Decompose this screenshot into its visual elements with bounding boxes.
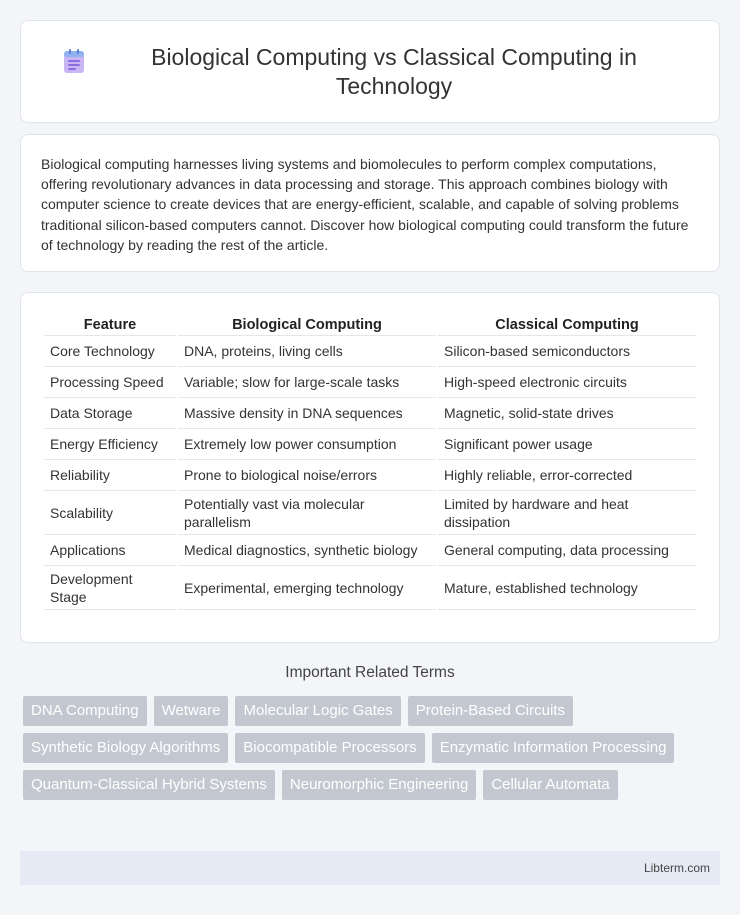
page-title: Biological Computing vs Classical Computing in Technology xyxy=(151,43,637,99)
document-icon xyxy=(61,49,87,75)
column-header-biological: Biological Computing xyxy=(178,313,436,336)
table-row xyxy=(44,336,696,367)
table-cell: Core Technology xyxy=(44,336,176,367)
table-cell: Processing Speed xyxy=(44,367,176,398)
comparison-table xyxy=(42,313,698,610)
table-cell: Potentially vast via molecular parallelism xyxy=(178,491,436,535)
table-cell: Applications xyxy=(44,535,176,566)
term-tag[interactable]: Molecular Logic Gates xyxy=(235,696,400,726)
table-cell: Magnetic, solid-state drives xyxy=(438,398,696,429)
table-cell: Significant power usage xyxy=(438,429,696,460)
table-cell: Highly reliable, error-corrected xyxy=(438,460,696,491)
footer xyxy=(20,851,720,885)
term-tag[interactable]: Synthetic Biology Algorithms xyxy=(23,733,228,763)
table-cell: Silicon-based semiconductors xyxy=(438,336,696,367)
table-cell: Mature, established technology xyxy=(438,566,696,610)
term-tag[interactable]: Cellular Automata xyxy=(483,770,617,800)
term-tag[interactable]: Wetware xyxy=(154,696,229,726)
table-cell: General computing, data processing xyxy=(438,535,696,566)
term-tag[interactable]: Biocompatible Processors xyxy=(235,733,424,763)
table-cell: DNA, proteins, living cells xyxy=(178,336,436,367)
term-tag[interactable]: Enzymatic Information Processing xyxy=(432,733,675,763)
term-tag[interactable]: Protein-Based Circuits xyxy=(408,696,573,726)
table-header-row xyxy=(44,313,696,336)
comparison-card xyxy=(20,292,720,643)
table-cell: Scalability xyxy=(44,491,176,535)
table-cell: Reliability xyxy=(44,460,176,491)
related-terms-title: Important Related Terms xyxy=(285,664,455,681)
table-row xyxy=(44,491,696,535)
intro-card xyxy=(20,134,720,272)
table-cell: Medical diagnostics, synthetic biology xyxy=(178,535,436,566)
table-cell: Extremely low power consumption xyxy=(178,429,436,460)
table-cell: Prone to biological noise/errors xyxy=(178,460,436,491)
table-row xyxy=(44,429,696,460)
table-cell: Energy Efficiency xyxy=(44,429,176,460)
table-row xyxy=(44,398,696,429)
table-row xyxy=(44,535,696,566)
header-card xyxy=(20,20,720,123)
term-tag[interactable]: DNA Computing xyxy=(23,696,147,726)
table-row xyxy=(44,566,696,610)
table-cell: Data Storage xyxy=(44,398,176,429)
column-header-feature: Feature xyxy=(44,313,176,336)
term-tag[interactable]: Quantum-Classical Hybrid Systems xyxy=(23,770,275,800)
table-cell: Massive density in DNA sequences xyxy=(178,398,436,429)
table-cell: Development Stage xyxy=(44,566,176,610)
related-terms-list xyxy=(23,696,723,800)
table-cell: Variable; slow for large-scale tasks xyxy=(178,367,436,398)
table-cell: Limited by hardware and heat dissipation xyxy=(438,491,696,535)
term-tag[interactable]: Neuromorphic Engineering xyxy=(282,770,476,800)
footer-site-link[interactable]: Libterm.com xyxy=(643,861,710,875)
intro-text: Biological computing harnesses living systems and biomolecules to perform complex computations, offering revolutionary advances in data processing and storage. This approach combines biology with computer science to create devices that are energy-efficient, scalable, and capable of solving problems traditional silicon-based computers cannot. Discover how biological computing could transform the future of technology by reading the rest of the article. xyxy=(41,156,689,253)
table-row xyxy=(44,367,696,398)
table-row xyxy=(44,460,696,491)
table-cell: Experimental, emerging technology xyxy=(178,566,436,610)
table-cell: High-speed electronic circuits xyxy=(438,367,696,398)
column-header-classical: Classical Computing xyxy=(438,313,696,336)
